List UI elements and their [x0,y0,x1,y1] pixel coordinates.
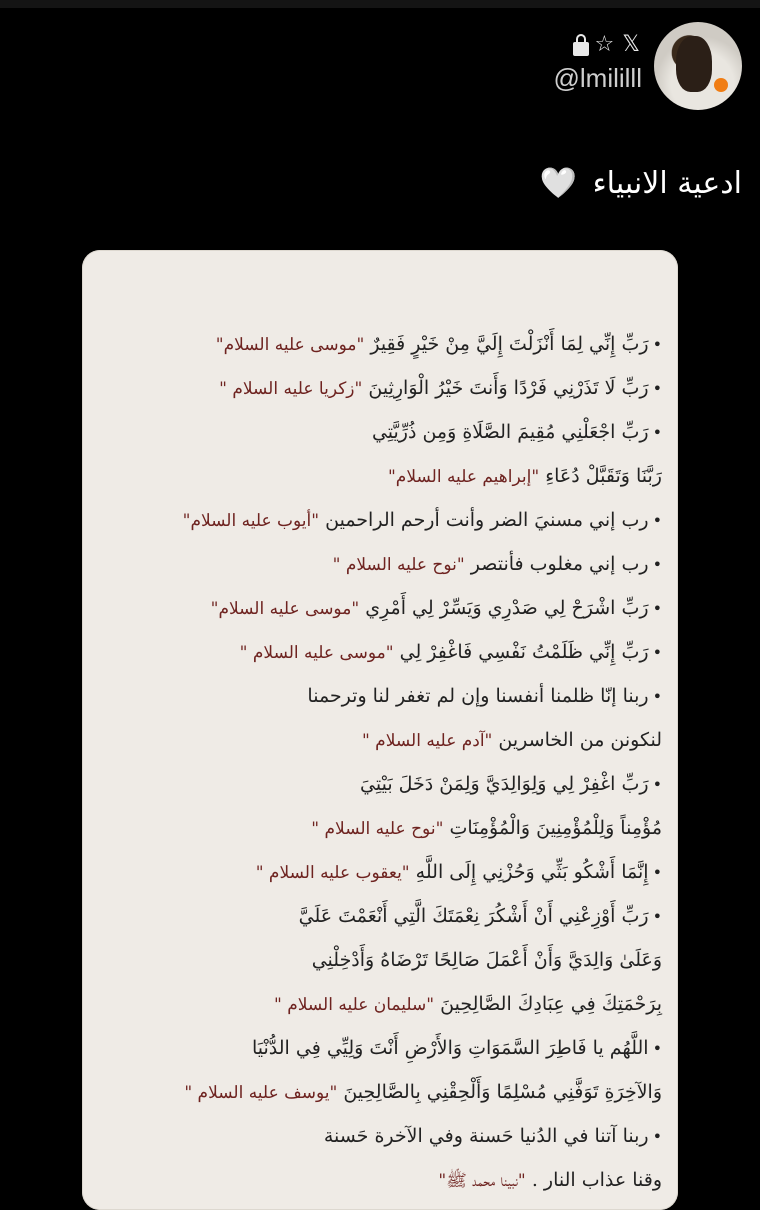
dua-attribution: "نبينا محمد ﷺ" [438,1171,526,1191]
dua-text: مُؤْمِناً وَلِلْمُؤْمِنِينَ وَالْمُؤْمِنَاتِ [449,817,662,839]
bullet-icon: • [652,599,662,618]
lock-icon [573,42,589,56]
dua-text: ربنا إنّا ظلمنا أنفسنا وإن لم تغفر لنا وترحمنا [307,685,649,707]
dua-line [104,1158,662,1202]
dua-text: وقنا عذاب النار . [531,1169,662,1191]
dua-attribution: "يوسف عليه السلام " [184,1083,338,1103]
bullet-icon: • [652,687,662,706]
dua-line [104,322,662,366]
dua-line [104,1026,662,1070]
dua-text: وَالآخِرَةِ تَوَفَّنِي مُسْلِمًا وَأَلْحِقْنِي بِالصَّالِحِينَ [343,1081,662,1103]
bullet-icon: • [652,775,662,794]
dua-attribution: "أيوب عليه السلام" [182,511,320,531]
bullet-icon: • [652,1039,662,1058]
dua-text: ربنا آتنا في الدُنيا حَسنة وفي الآخرة حَسنة [323,1125,649,1147]
bullet-icon: • [652,907,662,926]
bullet-icon: • [652,1127,662,1146]
dua-attribution: "نوح عليه السلام " [332,555,465,575]
dua-line [104,630,662,674]
dua-line [104,454,662,498]
bullet-icon: • [652,555,662,574]
dua-line [104,674,662,718]
dua-text: وَعَلَىٰ وَالِدَيَّ وَأَنْ أَعْمَلَ صَالِحًا تَرْضَاهُ وَأَدْخِلْنِي [311,949,662,971]
bullet-icon: • [652,863,662,882]
dua-line [104,894,662,938]
bullet-icon: • [652,511,662,530]
dua-text: اللَّهُم يا فَاطِرَ السَّمَوَاتِ وَالأَرْضِ أَنْتَ وَلِيِّي فِي الدُّنْيَا [251,1037,649,1059]
dua-text: رَبِّ اشْرَحْ لِي صَدْرِي وَيَسِّرْ لِي أَمْرِي [365,597,649,619]
user-info[interactable] [554,32,643,94]
dua-text: لنكونن من الخاسرين [498,729,662,751]
dua-line [104,498,662,542]
bullet-icon: • [652,643,662,662]
dua-line [104,586,662,630]
dua-attribution: "زكريا عليه السلام " [219,379,363,399]
dua-line [104,982,662,1026]
badges [554,32,643,57]
x-logo-icon: 𝕏 [622,32,642,57]
dua-line [104,762,662,806]
dua-line [104,1114,662,1158]
dua-text: رَبِّ أَوْزِعْنِي أَنْ أَشْكُرَ نِعْمَتَكَ الَّتِي أَنْعَمْتَ عَلَيَّ [298,905,649,927]
status-bar [0,0,760,8]
dua-text: رَبِّ اجْعَلْنِي مُقِيمَ الصَّلَاةِ وَمِن ذُرِّيَّتِي [371,421,649,443]
dua-line [104,366,662,410]
dua-text: إِنَّمَا أَشْكُو بَثِّي وَحُزْنِي إِلَى اللَّهِ [415,861,649,883]
white-heart-icon: 🤍 [539,166,578,201]
dua-text: رَبِّ اغْفِرْ لِي وَلِوَالِدَيَّ وَلِمَنْ دَخَلَ بَيْتِيَ [360,773,649,795]
dua-text: بِرَحْمَتِكَ فِي عِبَادِكَ الصَّالِحِينَ [440,993,662,1015]
avatar-cat [676,36,712,92]
bullet-icon: • [652,335,662,354]
dua-text: رب إني مغلوب فأنتصر [470,553,649,575]
dua-text: رَبَّنَا وَتَقَبَّلْ دُعَاءِ [545,465,662,487]
dua-line [104,938,662,982]
avatar[interactable] [654,22,742,110]
user-handle[interactable]: @lmililll [553,63,642,93]
dua-text: رب إني مسنيَ الضر وأنت أرحم الراحمين [325,509,649,531]
dua-attribution: "موسى عليه السلام" [210,599,360,619]
dua-text: رَبِّ لَا تَذَرْنِي فَرْدًا وَأَنتَ خَيْرُ الْوَارِثِينَ [368,377,649,399]
avatar-orange [714,78,728,92]
dua-image-card[interactable] [82,250,678,1210]
dua-attribution: "موسى عليه السلام " [239,643,394,663]
dua-list [104,322,662,1202]
dua-line [104,410,662,454]
dua-line [104,1070,662,1114]
star-icon: ☆ [594,32,617,57]
post-header [0,22,742,112]
dua-attribution: "يعقوب عليه السلام " [255,863,410,883]
post-title-text: ادعية الانبياء [592,166,742,201]
dua-line [104,850,662,894]
bullet-icon: • [652,379,662,398]
post-title [540,166,742,201]
dua-attribution: "آدم عليه السلام " [361,731,493,751]
dua-attribution: "سليمان عليه السلام " [273,995,435,1015]
dua-line [104,806,662,850]
dua-text: رَبِّ إِنِّي لِمَا أَنْزَلْتَ إِلَيَّ مِنْ خَيْرٍ فَقِيرٌ [370,333,649,355]
dua-line [104,542,662,586]
dua-attribution: "إبراهيم عليه السلام" [387,467,540,487]
dua-attribution: "موسى عليه السلام" [215,335,365,355]
dua-text: رَبِّ إِنِّي ظَلَمْتُ نَفْسِي فَاغْفِرْ لِي [399,641,649,663]
dua-line [104,718,662,762]
dua-attribution: "نوح عليه السلام " [311,819,444,839]
bullet-icon: • [652,423,662,442]
